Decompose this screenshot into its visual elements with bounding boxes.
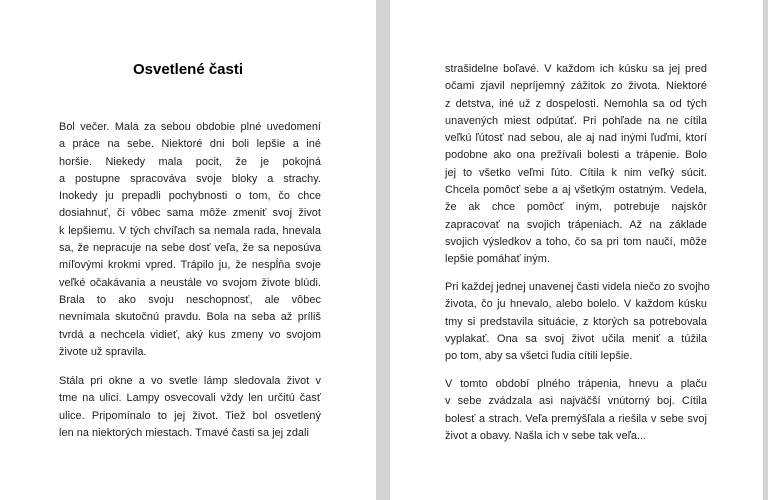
text-line: unavených miest odpútať. Pri pohľade na ne cítila bbox=[445, 114, 707, 127]
text-line: nevnímala skutočnú pravdu. Bola na seba až príliš bbox=[59, 311, 321, 324]
text-line: a práce na sebe. Niektoré dni boli lepšie a iné bbox=[59, 138, 321, 151]
text-line: svojich výsledkov a toho, čo sa pri tom naučí, môže bbox=[445, 235, 707, 248]
text-line: Pri každej jednej unavenej časti videla niečo zo svojho bbox=[445, 281, 710, 293]
document-page-left[interactable] bbox=[0, 0, 376, 500]
text-line: tme na ulici. Lampy osvecovali vždy len určitú časť bbox=[59, 392, 321, 405]
paragraph bbox=[59, 119, 321, 361]
paragraph bbox=[445, 61, 707, 269]
text-line: v sebe zvádzala asi najväčší vnútorný boj. Cítila bbox=[445, 395, 707, 408]
text-line: V tomto období plného trápenia, hnevu a plaču bbox=[445, 378, 707, 390]
text-line: očami zjavil nepríjemný zážitok zo života. Niektoré bbox=[445, 80, 707, 93]
text-line: dosiahnuť, či vôbec sama môže zmeniť svoj život bbox=[59, 207, 321, 220]
text-line: strašidelne boľavé. V každom ich kúsku sa jej pred bbox=[445, 63, 707, 75]
paragraph bbox=[445, 376, 707, 445]
text-line: bolesť a strach. Veľa premýšľala a riešila v sebe svoj bbox=[445, 412, 707, 425]
text-line: Stála pri okne a vo svetle lámp sledovala život v bbox=[59, 375, 321, 387]
paragraph bbox=[59, 373, 321, 442]
text-line: veľkú ľútosť nad sebou, ale aj nad inými ľuďmi, ktorí bbox=[445, 132, 707, 145]
text-line: Brala to ako svoju neschopnosť, ale vôbec bbox=[59, 293, 321, 306]
text-line: podobne ako ona prežívali bolesti a trápenie. Bolo bbox=[445, 149, 707, 162]
text-line: tmy si predstavila situácie, z ktorých sa potrebovala bbox=[445, 315, 707, 328]
text-line: života, čo ju hnevalo, alebo bolelo. V každom kúsku bbox=[445, 298, 707, 311]
text-line: po tom, aby sa všetci ľudia cítili lepšie. bbox=[445, 350, 633, 363]
text-line: jej to všetko veľmi ľúto. Cítila k nim veľký súcit. bbox=[445, 166, 707, 179]
document-title: Osvetlené časti bbox=[132, 61, 244, 78]
text-line: lepšie pomáhať iným. bbox=[445, 253, 550, 266]
text-line: živote už spravila. bbox=[59, 345, 147, 358]
text-line: Inokedy ju prepadli pochybnosti o tom, čo chce bbox=[59, 190, 321, 203]
paragraph bbox=[445, 279, 710, 365]
text-line: tvrdá a nechcela vidieť, aký kus zmeny vo svojom bbox=[59, 328, 321, 341]
document-page-right[interactable] bbox=[390, 0, 763, 500]
text-line: vyplakať. Ona sa svoj život učila meniť a túžila bbox=[445, 332, 707, 345]
text-line: z detstva, iné už z dospelosti. Nemohla sa od tých bbox=[445, 97, 707, 110]
text-line: zapracovať na svojich trápeniach. Až na základe bbox=[445, 218, 707, 231]
text-line: a postupne spracováva svoje bloky a strachy. bbox=[59, 172, 321, 185]
text-line: horšie. Niekedy mala pocit, že je pokojná bbox=[59, 155, 321, 168]
text-line: ulice. Pripomínalo to jej život. Tiež bol osvetlený bbox=[59, 409, 321, 422]
text-line: sa, že nepracuje na sebe dosť veľa, že sa neposúva bbox=[59, 242, 321, 255]
text-line: míľovými krokmi vpred. Trápilo ju, že nespĺňa svoje bbox=[59, 259, 321, 272]
text-line: len na niektorých miestach. Tmavé časti sa jej zdali bbox=[59, 426, 309, 439]
text-line: Chcela pomôcť sebe a aj všetkým ostatným. Vedela, bbox=[445, 184, 707, 197]
text-line: veľké očakávania a neustále vo svojom živote blúdi. bbox=[59, 276, 321, 289]
text-line: život a obavy. Našla ich v sebe tak veľa... bbox=[445, 429, 647, 442]
text-line: k lepšiemu. V tých chvíľach sa nemala rada, hnevala bbox=[59, 224, 321, 237]
text-line: Bol večer. Mala za sebou obdobie plné uvedomení bbox=[59, 121, 321, 133]
text-line: že ak chce pomôcť iným, potrebuje najskôr bbox=[445, 201, 707, 214]
